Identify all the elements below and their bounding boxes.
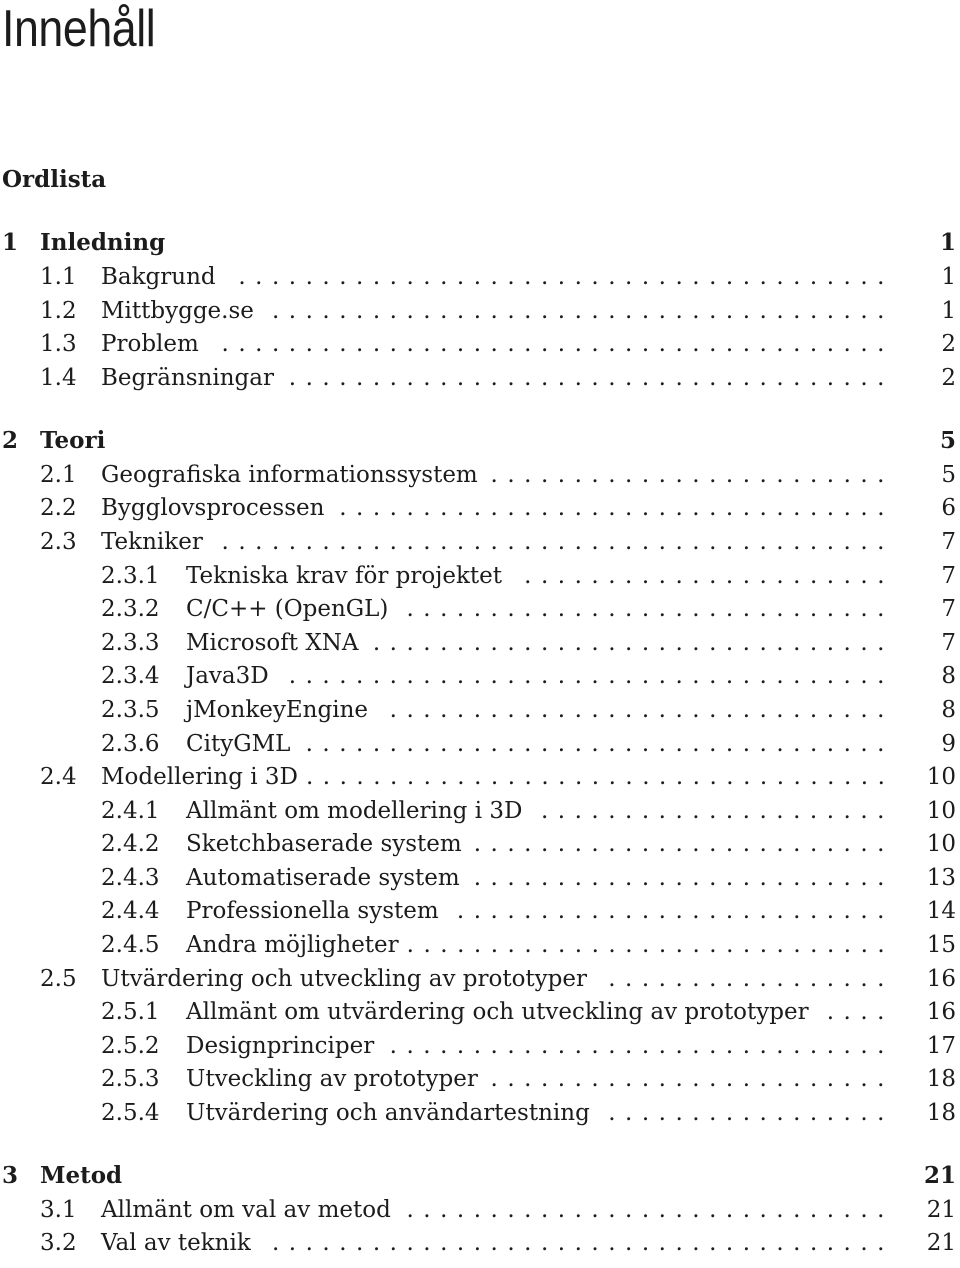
toc-entry-label: Allmänt om val av metod: [101, 1197, 391, 1223]
dot-leader: .....................................: [271, 1230, 894, 1256]
toc-entry-page: 2: [941, 331, 956, 357]
toc-entry-page: 6: [941, 495, 956, 521]
toc-entry-number: 2.3.4: [101, 663, 160, 689]
toc-section-entry[interactable]: [0, 962, 958, 996]
dot-leader: ...................................: [306, 764, 894, 790]
toc-entry-label: Metod: [40, 1162, 123, 1189]
toc-entry-page: 16: [926, 999, 956, 1025]
toc-entry-number: 2: [2, 427, 19, 454]
toc-entry-page: 8: [941, 697, 956, 723]
dot-leader: ........................................: [221, 529, 894, 555]
toc-section-entry[interactable]: [0, 1062, 958, 1096]
toc-entry-page: 5: [939, 427, 956, 454]
toc-entry-page: 9: [941, 731, 956, 757]
toc-section-entry[interactable]: [0, 995, 958, 1029]
toc-chapter-entry[interactable]: [0, 1159, 958, 1193]
toc-entry-number: 2.5.1: [101, 999, 160, 1025]
toc-entry-label: CityGML: [186, 731, 291, 757]
toc-entry-number: 2.3.5: [101, 697, 160, 723]
toc-section-entry[interactable]: [0, 928, 958, 962]
toc-entry-number: 2.3.3: [101, 630, 160, 656]
toc-entry-page: 7: [941, 596, 956, 622]
toc-entry-label: Teori: [40, 427, 106, 454]
toc-section-entry[interactable]: [0, 458, 958, 492]
toc-entry-page: 18: [926, 1100, 956, 1126]
toc-section-entry[interactable]: [0, 361, 958, 395]
toc-entry-label: Andra möjligheter: [186, 932, 399, 958]
toc-section-entry[interactable]: [0, 727, 958, 761]
toc-entry-label: Java3D: [186, 663, 269, 689]
toc-entry-label: Ordlista: [2, 166, 107, 193]
toc-entry-number: 3: [2, 1162, 19, 1189]
toc-entry-number: 3.1: [40, 1197, 77, 1223]
toc-entry-page: 21: [926, 1230, 956, 1256]
toc-entry-page: 1: [941, 298, 956, 324]
toc-section-entry[interactable]: [0, 1096, 958, 1130]
dot-leader: .....................................: [271, 298, 894, 324]
dot-leader: .................: [608, 1100, 894, 1126]
toc-chapter-entry[interactable]: [0, 163, 958, 197]
dot-leader: .............................: [406, 932, 894, 958]
toc-section-entry[interactable]: [0, 260, 958, 294]
toc-section-entry[interactable]: [0, 861, 958, 895]
dot-leader: ........................................: [221, 331, 894, 357]
dot-leader: .............................: [406, 1197, 894, 1223]
toc-entry-number: 2.5: [40, 966, 77, 992]
toc-entry-page: 7: [941, 563, 956, 589]
toc-entry-number: 1.2: [40, 298, 77, 324]
toc-entry-page: 10: [926, 831, 956, 857]
dot-leader: ...................................: [305, 731, 894, 757]
toc-section-entry[interactable]: [0, 626, 958, 660]
toc-entry-label: Microsoft XNA: [186, 630, 359, 656]
toc-entry-number: 2.2: [40, 495, 77, 521]
toc-entry-number: 2.4: [40, 764, 77, 790]
dot-leader: ......................: [524, 563, 894, 589]
dot-leader: .............................: [406, 596, 894, 622]
toc-section-entry[interactable]: [0, 693, 958, 727]
toc-entry-label: Bakgrund: [101, 264, 216, 290]
toc-entry-label: Utvärdering och utveckling av prototyper: [101, 966, 587, 992]
toc-entry-number: 2.3.2: [101, 596, 160, 622]
dot-leader: .........................: [473, 831, 894, 857]
page-title: Innehåll: [2, 0, 156, 58]
toc-entry-label: Geografiska informationssystem: [101, 462, 478, 488]
toc-entry-label: Utveckling av prototyper: [186, 1066, 478, 1092]
toc-entry-number: 2.4.5: [101, 932, 160, 958]
toc-entry-page: 10: [926, 764, 956, 790]
toc-section-entry[interactable]: [0, 525, 958, 559]
toc-entry-number: 2.1: [40, 462, 77, 488]
toc-section-entry[interactable]: [0, 659, 958, 693]
toc-entry-page: 10: [926, 798, 956, 824]
toc-entry-number: 2.4.1: [101, 798, 160, 824]
toc-chapter-entry[interactable]: [0, 226, 958, 260]
toc-entry-number: 2.5.2: [101, 1033, 160, 1059]
dot-leader: ..............................: [389, 1033, 894, 1059]
dot-leader: .......................................: [238, 264, 894, 290]
toc-section-entry[interactable]: [0, 327, 958, 361]
toc-entry-label: Begränsningar: [101, 365, 274, 391]
toc-entry-page: 5: [941, 462, 956, 488]
toc-section-entry[interactable]: [0, 294, 958, 328]
toc-entry-number: 2.4.3: [101, 865, 160, 891]
toc-entry-number: 1: [2, 229, 19, 256]
toc-entry-page: 13: [926, 865, 956, 891]
toc-entry-page: 2: [941, 365, 956, 391]
toc-entry-page: 18: [926, 1066, 956, 1092]
toc-entry-label: Professionella system: [186, 898, 439, 924]
toc-entry-page: 1: [941, 264, 956, 290]
toc-entry-label: Tekniska krav för projektet: [186, 563, 502, 589]
toc-section-entry[interactable]: [0, 1029, 958, 1063]
dot-leader: .....................: [540, 798, 894, 824]
toc-entry-number: 2.4.2: [101, 831, 160, 857]
dot-leader: ........................: [490, 1066, 894, 1092]
toc-entry-number: 2.3: [40, 529, 77, 555]
toc-entry-number: 2.5.4: [101, 1100, 160, 1126]
toc-entry-label: C/C++ (OpenGL): [186, 596, 389, 622]
toc-entry-page: 17: [926, 1033, 956, 1059]
toc-section-entry[interactable]: [0, 491, 958, 525]
toc-entry-label: Tekniker: [101, 529, 203, 555]
toc-entry-page: 21: [926, 1197, 956, 1223]
dot-leader: .........................: [473, 865, 894, 891]
toc-section-entry[interactable]: [0, 559, 958, 593]
toc-entry-label: Allmänt om modellering i 3D: [186, 798, 523, 824]
toc-entry-label: Inledning: [40, 229, 166, 256]
dot-leader: ..........................: [456, 898, 894, 924]
toc-section-entry[interactable]: [0, 794, 958, 828]
toc-entry-label: Problem: [101, 331, 199, 357]
toc-entry-page: 21: [923, 1162, 956, 1189]
toc-entry-number: 1.4: [40, 365, 77, 391]
toc-section-entry[interactable]: [0, 894, 958, 928]
toc-entry-number: 3.2: [40, 1230, 77, 1256]
toc-entry-label: Sketchbaserade system: [186, 831, 462, 857]
dot-leader: .................................: [339, 495, 894, 521]
toc-section-entry[interactable]: [0, 827, 958, 861]
toc-entry-page: 15: [926, 932, 956, 958]
toc-entry-label: Automatiserade system: [186, 865, 460, 891]
toc-entry-page: 8: [941, 663, 956, 689]
dot-leader: .................: [608, 966, 894, 992]
toc-entry-label: Bygglovsprocessen: [101, 495, 325, 521]
dot-leader: ....: [826, 999, 894, 1025]
toc-entry-label: Val av teknik: [101, 1230, 251, 1256]
toc-entry-label: Designprinciper: [186, 1033, 375, 1059]
dot-leader: ........................: [490, 462, 894, 488]
toc-entry-label: jMonkeyEngine: [186, 697, 368, 723]
toc-entry-number: 2.4.4: [101, 898, 160, 924]
toc-entry-number: 1.3: [40, 331, 77, 357]
toc-entry-page: 7: [941, 529, 956, 555]
toc-entry-page: 7: [941, 630, 956, 656]
toc-entry-label: Allmänt om utvärdering och utveckling av prototyper: [186, 999, 809, 1025]
toc-section-entry[interactable]: [0, 592, 958, 626]
toc-entry-label: Mittbygge.se: [101, 298, 254, 324]
toc-entry-page: 16: [926, 966, 956, 992]
toc-entry-number: 2.3.6: [101, 731, 160, 757]
dot-leader: ....................................: [288, 365, 894, 391]
toc-entry-number: 2.3.1: [101, 563, 160, 589]
toc-chapter-entry[interactable]: [0, 424, 958, 458]
toc-section-entry[interactable]: [0, 1193, 958, 1227]
toc-section-entry[interactable]: [0, 760, 958, 794]
dot-leader: ...............................: [372, 630, 894, 656]
toc-entry-page: 1: [939, 229, 956, 256]
toc-entry-number: 1.1: [40, 264, 77, 290]
toc-entry-number: 2.5.3: [101, 1066, 160, 1092]
toc-entry-label: Utvärdering och användartestning: [186, 1100, 590, 1126]
dot-leader: ..............................: [389, 697, 894, 723]
toc-entry-label: Modellering i 3D: [101, 764, 298, 790]
dot-leader: ....................................: [288, 663, 894, 689]
toc-section-entry[interactable]: [0, 1226, 958, 1260]
toc-entry-page: 14: [926, 898, 956, 924]
